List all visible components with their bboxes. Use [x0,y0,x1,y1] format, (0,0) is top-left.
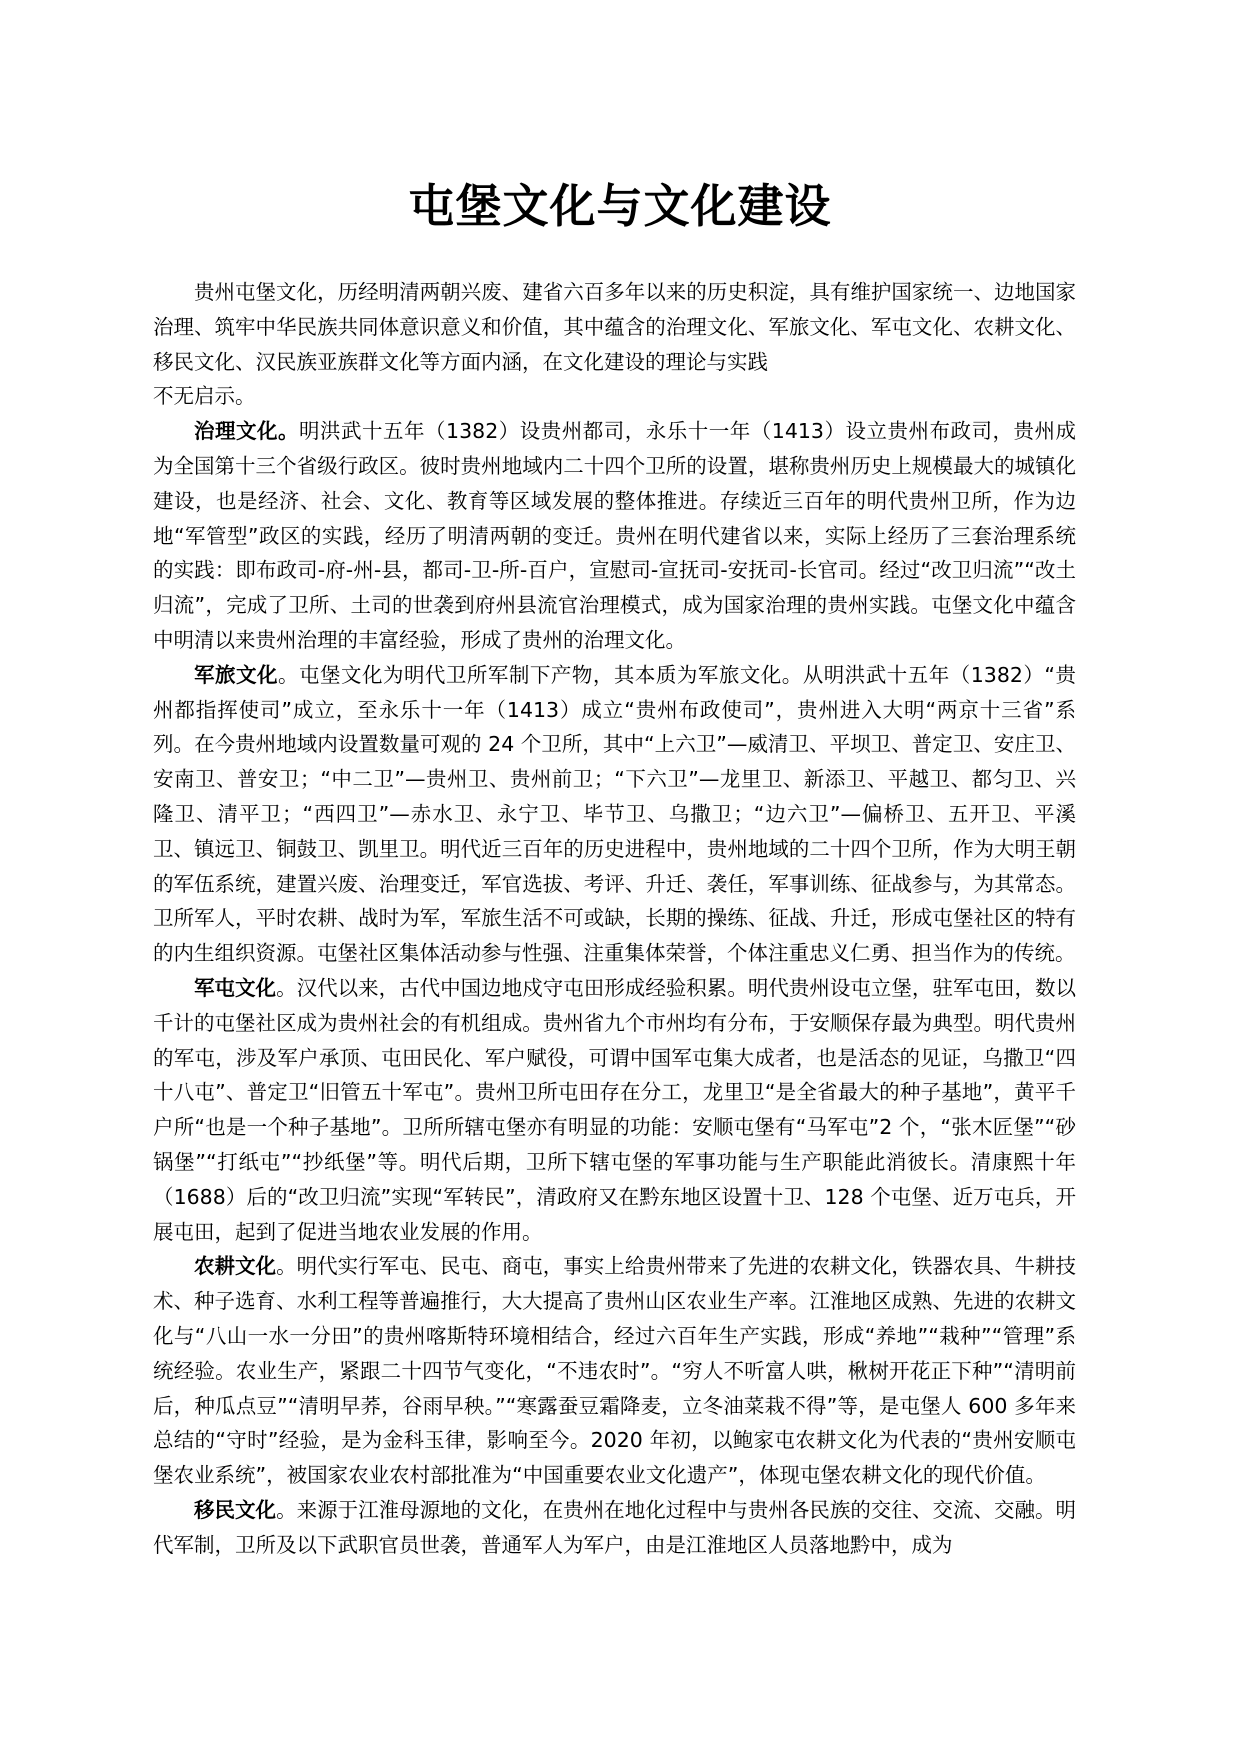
paragraph-text: 。明代实行军屯、民屯、商屯，事实上给贵州带来了先进的农耕文化，铁器农具、牛耕技术、种子选育、水利工程等普遍推行，大大提高了贵州山区农业生产率。江淮地区成熟、先进的农耕文化与“八山一水一分田”的贵州喀斯特环境相结合，经过六百年生产实践，形成“养地”“栽种”“管理”系统经验。农业生产，紧跟二十四节气变化，“不违农时”。“穷人不听富人哄，楸树开花正下种”“清明前后，种瓜点豆”“清明早荞，谷雨早秧。”“寒露蚕豆霜降麦，立冬油菜栽不得”等，是屯堡人 600 多年来总结的“守时”经验，是为金科玉律，影响至今。2020 年初，以鲍家屯农耕文化为代表的“贵州安顺屯堡农业系统”，被国家农业农村部批准为“中国重要农业文化遗产”，体现屯堡农耕文化的现代价值。 [153,1254,1077,1488]
paragraph-military-farming [153,971,1076,1249]
page-title: 屯堡文化与文化建设 [408,179,832,233]
paragraph-agriculture [153,1249,1076,1493]
section-lead: 军旅文化 [194,662,278,687]
paragraph-intro-continuation: 不无启示。 [153,384,256,409]
section-lead: 农耕文化 [194,1254,277,1279]
section-lead: 军屯文化 [194,975,277,1000]
paragraph-text: 贵州屯堡文化，历经明清两朝兴废、建省六百多年以来的历史积淀，具有维护国家统一、边地国家治理、筑牢中华民族共同体意识意义和价值，其中蕴含的治理文化、军旅文化、军屯文化、农耕文化、移民文化、汉民族亚族群文化等方面内涵，在文化建设的理论与实践 [153,280,1076,374]
section-lead: 治理文化。 [194,419,300,444]
paragraph-migration [153,1493,1076,1563]
paragraph-intro [153,275,1076,379]
article-body [153,275,1076,1562]
paragraph-text: 明洪武十五年（1382）设贵州都司，永乐十一年（1413）设立贵州布政司，贵州成为全国第十三个省级行政区。彼时贵州地域内二十四个卫所的设置，堪称贵州历史上规模最大的城镇化建设，也是经济、社会、文化、教育等区域发展的整体推进。存续近三百年的明代贵州卫所，作为边地“军管型”政区的实践，经历了明清两朝的变迁。贵州在明代建省以来，实际上经历了三套治理系统的实践：即布政司-府-州-县，都司-卫-所-百户，宣慰司-宣抚司-安抚司-长官司。经过“改卫归流”“改土归流”，完成了卫所、土司的世袭到府州县流官治理模式，成为国家治理的贵州实践。屯堡文化中蕴含中明清以来贵州治理的丰富经验，形成了贵州的治理文化。 [153,419,1077,652]
paragraph-text: 。屯堡文化为明代卫所军制下产物，其本质为军旅文化。从明洪武十五年（1382）“贵州都指挥使司”成立，至永乐十一年（1413）成立“贵州布政使司”，贵州进入大明“两京十三省”系列。在今贵州地域内设置数量可观的 24 个卫所，其中“上六卫”—威清卫、平坝卫、普定卫、安庄卫、安南卫、普安卫；“中二卫”—贵州卫、贵州前卫；“下六卫”—龙里卫、新添卫、平越卫、都匀卫、兴隆卫、清平卫；“西四卫”—赤水卫、永宁卫、毕节卫、乌撒卫；“边六卫”—偏桥卫、五开卫、平溪卫、镇远卫、铜鼓卫、凯里卫。明代近三百年的历史进程中，贵州地域的二十四个卫所，作为大明王朝的军伍系统，建置兴废、治理变迁，军官选拔、考评、升迁、袭任，军事训练、征战参与，为其常态。卫所军人，平时农耕、战时为军，军旅生活不可或缺，长期的操练、征战、升迁，形成屯堡社区的特有的内生组织资源。屯堡社区集体活动参与性强、注重集体荣誉，个体注重忠义仁勇、担当作为的传统。 [153,662,1077,966]
paragraph-text: 。汉代以来，古代中国边地戍守屯田形成经验积累。明代贵州设屯立堡，驻军屯田，数以千计的屯堡社区成为贵州社会的有机组成。贵州省九个市州均有分布，于安顺保存最为典型。明代贵州的军屯，涉及军户承顶、屯田民化、军户赋役，可谓中国军屯集大成者，也是活态的见证，乌撒卫“四十八屯”、普定卫“旧管五十军屯”。贵州卫所屯田存在分工，龙里卫“是全省最大的种子基地”，黄平千户所“也是一个种子基地”。卫所所辖屯堡亦有明显的功能：安顺屯堡有“马军屯”2 个，“张木匠堡”“砂锅堡”“打纸屯”“抄纸堡”等。明代后期，卫所下辖屯堡的军事功能与生产职能此消彼长。清康熙十年（1688）后的“改卫归流”实现“军转民”，清政府又在黔东地区设置十卫、128 个屯堡、近万屯兵，开展屯田，起到了促进当地农业发展的作用。 [153,975,1077,1244]
paragraph-text: 。来源于江淮母源地的文化，在贵州在地化过程中与贵州各民族的交往、交流、交融。明代军制，卫所及以下武职官员世袭，普通军人为军户，由是江淮地区人员落地黔中，成为 [153,1497,1077,1557]
section-lead: 移民文化 [194,1497,277,1522]
paragraph-military [153,658,1076,971]
paragraph-governance [153,414,1076,658]
